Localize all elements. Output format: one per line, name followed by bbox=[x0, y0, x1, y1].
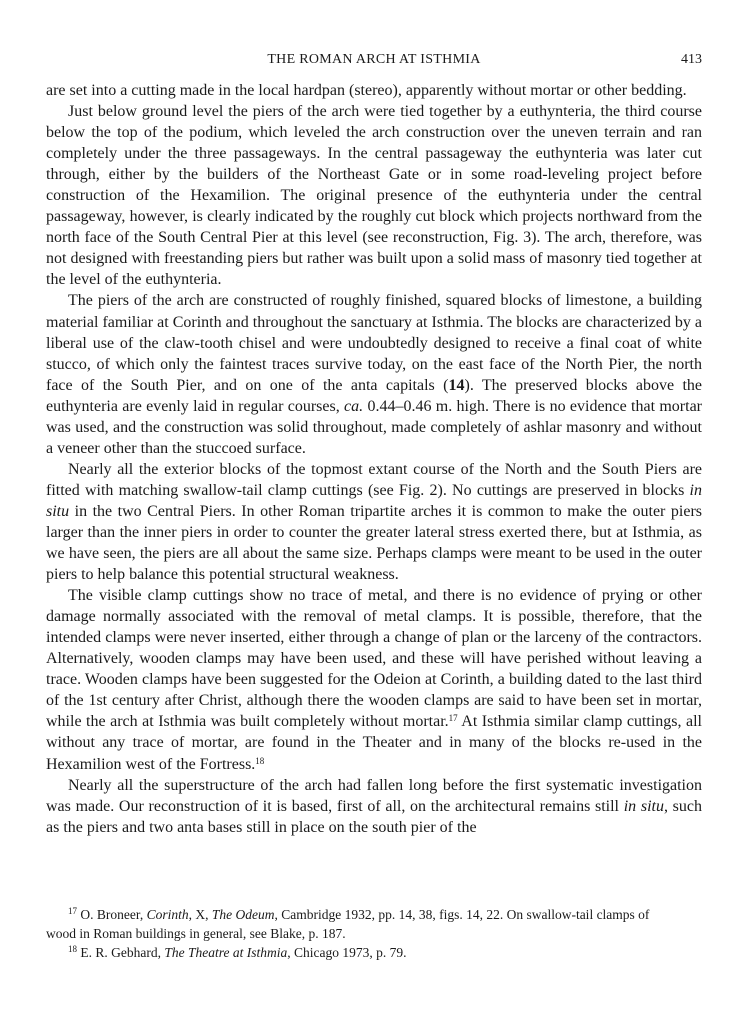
footnote-17-continuation: wood in Roman buildings in general, see Blake, p. 187. bbox=[46, 926, 346, 941]
paragraph-clamp-cuttings: Nearly all the exterior blocks of the topmost extant course of the North and the South Piers are fitted with matching swallow-tail clamp cuttings (see Fig. 2). No cuttings are preserved in blocks in situ in the two Central Piers. In other Roman tripartite arches it is common to make the outer piers larger than the inner piers in order to counter the greater lateral stress exerted there, but at Isthmia, as we have seen, the piers are all about the same size. Perhaps clamps were meant to be used in the outer piers to help balance this potential structural weakness. bbox=[46, 460, 702, 584]
running-head bbox=[46, 52, 702, 72]
paragraph-euthynteria: Just below ground level the piers of the arch were tied together by a euthynteria, the third course below the top of the podium, which leveled the arch construction over the uneven terrain and ran completely under the three passageways. In the central passageway the euthynteria was later cut through, either by the builders of the Northeast Gate or in some road-leveling project before construction of the Hexamilion. The original presence of the euthynteria under the central passageway, however, is clearly indicated by the roughly cut block which projects northward from the north face of the South Central Pier at this level (see reconstruction, Fig. 3). The arch, therefore, was not designed with freestanding piers but rather was built upon a solid mass of masonry tied together at the level of the euthynteria. bbox=[46, 103, 702, 289]
footnote-marker-17: 17 bbox=[448, 713, 458, 724]
footnote-marker-18: 18 bbox=[255, 755, 265, 766]
plate-reference: 14 bbox=[448, 376, 465, 394]
body-text bbox=[46, 80, 702, 838]
running-title: THE ROMAN ARCH AT ISTHMIA bbox=[267, 52, 481, 67]
footnote-18: $^{18}$ E. R. Gebhard, The Theatre at Isthmia, Chicago 1973, p. 79. bbox=[68, 944, 407, 960]
paragraph-wooden-clamps: The visible clamp cuttings show no trace of metal, and there is no evidence of prying or other damage normally associated with the removal of metal clamps. It is possible, therefore, that the intended clamps were never inserted, either through a change of plan or the larceny of the contractors. Alternatively, wooden clamps may have been used, and these will have perished without leaving a trace. Wooden clamps have been suggested for the Odeion at Corinth, a building dated to the last third of the 1st century after Christ, although there the wooden clamps are said to have been set in mortar, while the arch at Isthmia was built completely without mortar.$^{17}$ At Isthmia similar clamp cuttings, all without any trace of mortar, are found in the Theater and in many of the blocks re-used in the Hexamilion west of the Fortress.$^{18}$ bbox=[46, 587, 703, 773]
paragraph-continuation: are set into a cutting made in the local hardpan (stereo), apparently without mortar or other bedding. bbox=[46, 82, 687, 99]
page-number: 413 bbox=[681, 52, 702, 67]
footnotes bbox=[46, 905, 702, 962]
paragraph-piers-construction: The piers of the arch are constructed of roughly finished, squared blocks of limestone, a building material familiar at Corinth and throughout the sanctuary at Isthmia. The blocks are characterized by a liberal use of the claw-tooth chisel and were undoubtedly designed to receive a final coat of white stucco, of which only the faintest traces survive today, on the east face of the North Pier, the north face of the South Pier, and on one of the anta capitals (14). The preserved blocks above the euthynteria are evenly laid in regular courses, ca. 0.44–0.46 m. high. There is no evidence that mortar was used, and the construction was solid throughout, made completely of ashlar masonry and without a veneer other than the stuccoed surface. bbox=[46, 292, 703, 457]
footnote-17: $^{17}$ O. Broneer, Corinth, X, The Odeum, Cambridge 1932, pp. 14, 38, figs. 14, 22. On swallow-tail clamps of bbox=[68, 906, 650, 922]
paragraph-superstructure: Nearly all the superstructure of the arch had fallen long before the first systematic investigation was made. Our reconstruction of it is based, first of all, on the architectural remains still in situ, such as the piers and two anta bases still in place on the south pier of the bbox=[46, 776, 703, 836]
